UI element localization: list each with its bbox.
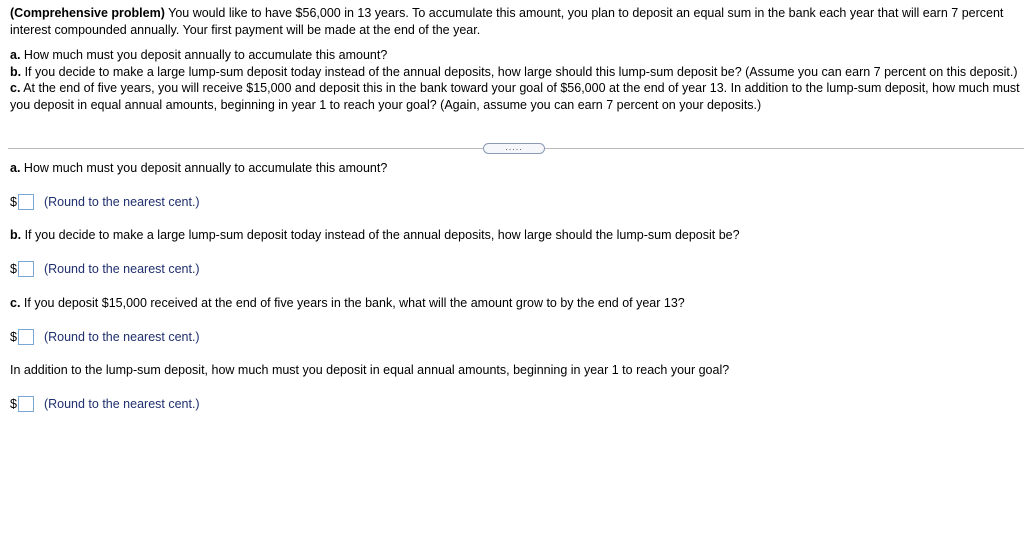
question-b-text: If you decide to make a large lump-sum deposit today instead of the annual deposits, how large should the lump-sum deposit be? <box>21 228 740 242</box>
question-c-followup <box>10 362 729 378</box>
rounding-hint: (Round to the nearest cent.) <box>43 262 200 276</box>
question-c-text: If you deposit $15,000 received at the end of five years in the bank, what will the amount grow to by the end of year 13? <box>20 296 685 310</box>
question-c-letter: c. <box>10 296 21 310</box>
problem-intro <box>10 5 1020 38</box>
answer-input-a[interactable] <box>18 194 34 210</box>
expand-collapse-button[interactable]: ..... <box>483 143 545 154</box>
problem-intro-text: You would like to have $56,000 in 13 years. To accumulate this amount, you plan to deposit an equal sum in the bank each year that will earn 7 percent interest compounded annually. Your first payment will be made at the end of the year. <box>10 6 1004 37</box>
answer-input-c-followup[interactable] <box>18 396 34 412</box>
currency-symbol: $ <box>10 397 17 411</box>
problem-title: (Comprehensive problem) <box>10 6 165 20</box>
part-b-text: If you decide to make a large lump-sum deposit today instead of the annual deposits, how large should this lump-sum deposit be? (Assume you can earn 7 percent on this deposit.) <box>21 64 1018 79</box>
answer-row-b <box>10 259 200 279</box>
part-c-letter: c. <box>10 81 21 95</box>
part-a-text: How much must you deposit annually to accumulate this amount? <box>20 48 388 62</box>
answer-input-c[interactable] <box>18 329 34 345</box>
part-a-letter: a. <box>10 48 21 62</box>
currency-symbol: $ <box>10 330 17 344</box>
answer-row-a <box>10 192 200 212</box>
problem-part-c <box>10 80 1020 113</box>
question-a <box>10 160 387 176</box>
question-b <box>10 227 740 243</box>
question-b-letter: b. <box>10 228 22 242</box>
question-a-text: How much must you deposit annually to accumulate this amount? <box>20 161 388 175</box>
part-b-letter: b. <box>10 64 22 79</box>
answer-row-c-followup <box>10 394 200 414</box>
currency-symbol: $ <box>10 262 17 276</box>
rounding-hint: (Round to the nearest cent.) <box>43 397 200 411</box>
problem-part-a <box>10 47 1020 64</box>
answer-input-b[interactable] <box>18 261 34 277</box>
question-c <box>10 295 685 311</box>
rounding-hint: (Round to the nearest cent.) <box>43 330 200 344</box>
answer-row-c <box>10 327 200 347</box>
problem-part-b <box>10 64 1020 81</box>
currency-symbol: $ <box>10 195 17 209</box>
part-c-text: At the end of five years, you will receive $15,000 and deposit this in the bank toward your goal of $56,000 at the end of year 13. In addition to the lump-sum deposit, how much must you deposit in equal annual amounts, beginning in year 1 to reach your goal? (Again, assume you can earn 7 percent on your deposits.) <box>10 81 1020 112</box>
question-c-followup-text: In addition to the lump-sum deposit, how much must you deposit in equal annual amounts, beginning in year 1 to reach your goal? <box>10 363 730 377</box>
rounding-hint: (Round to the nearest cent.) <box>43 195 200 209</box>
problem-statement <box>10 5 1020 113</box>
question-a-letter: a. <box>10 161 21 175</box>
